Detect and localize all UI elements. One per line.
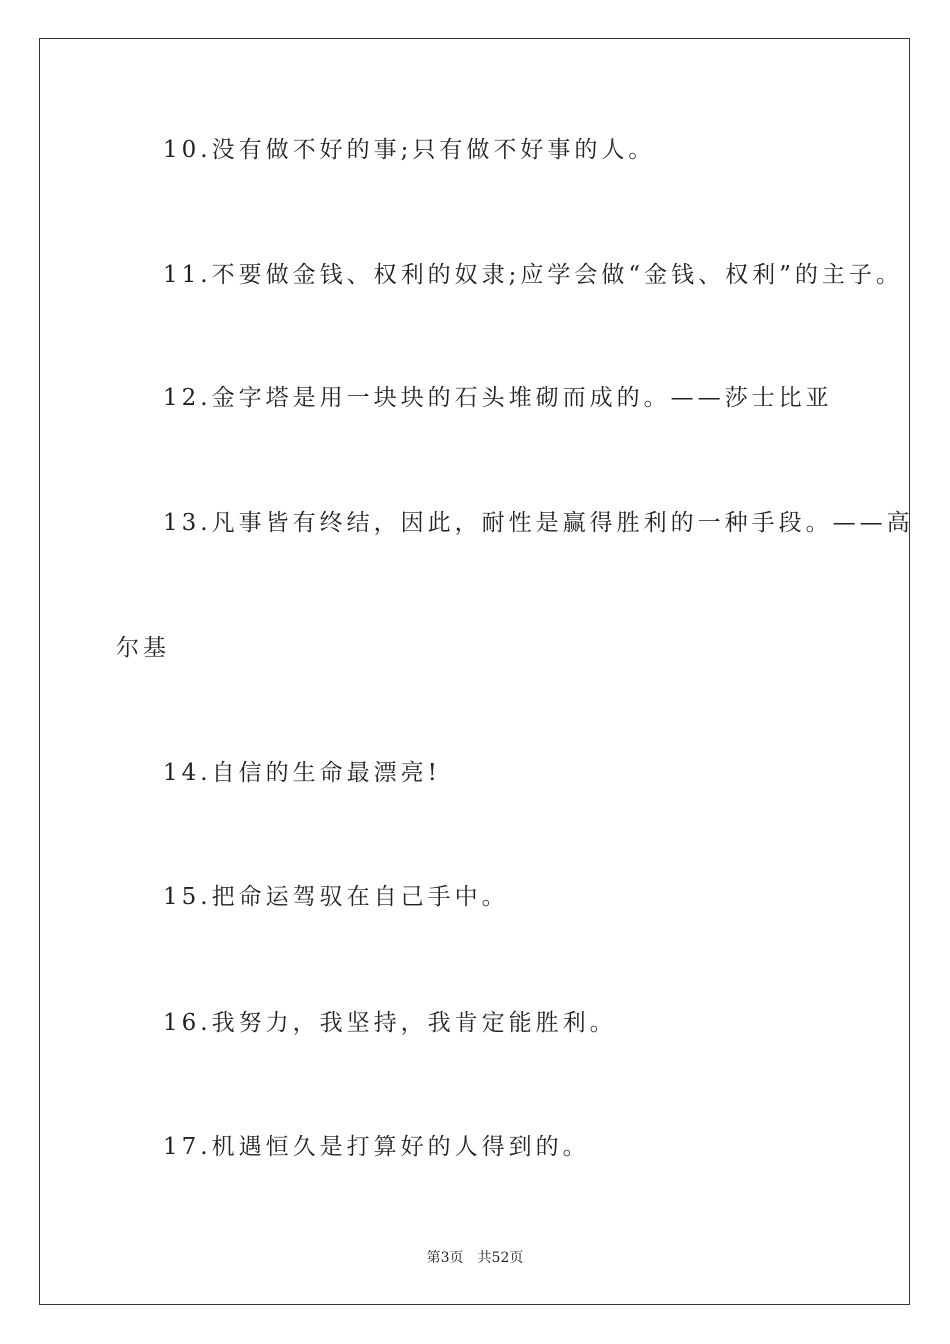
quote-16: 16.我努力，我坚持，我肯定能胜利。 — [163, 1010, 617, 1036]
page-number: 第3页 — [426, 1250, 464, 1266]
quote-12: 12.金字塔是用一块块的石头堆砌而成的。——莎士比亚 — [163, 385, 833, 411]
quote-15: 15.把命运驾驭在自己手中。 — [163, 884, 509, 910]
quote-14: 14.自信的生命最漂亮! — [163, 760, 441, 786]
quote-13-continuation: 尔基 — [116, 635, 170, 661]
page-total: 共52页 — [477, 1250, 524, 1266]
page-footer — [0, 1247, 950, 1267]
quote-13: 13.凡事皆有终结，因此，耐性是赢得胜利的一种手段。——高 — [163, 510, 914, 536]
page-border — [39, 38, 910, 1305]
quote-11: 11.不要做金钱、权利的奴隶;应学会做“金钱、权利”的主子。 — [163, 262, 903, 288]
quote-17: 17.机遇恒久是打算好的人得到的。 — [163, 1134, 590, 1160]
quote-10: 10.没有做不好的事;只有做不好事的人。 — [163, 137, 656, 163]
